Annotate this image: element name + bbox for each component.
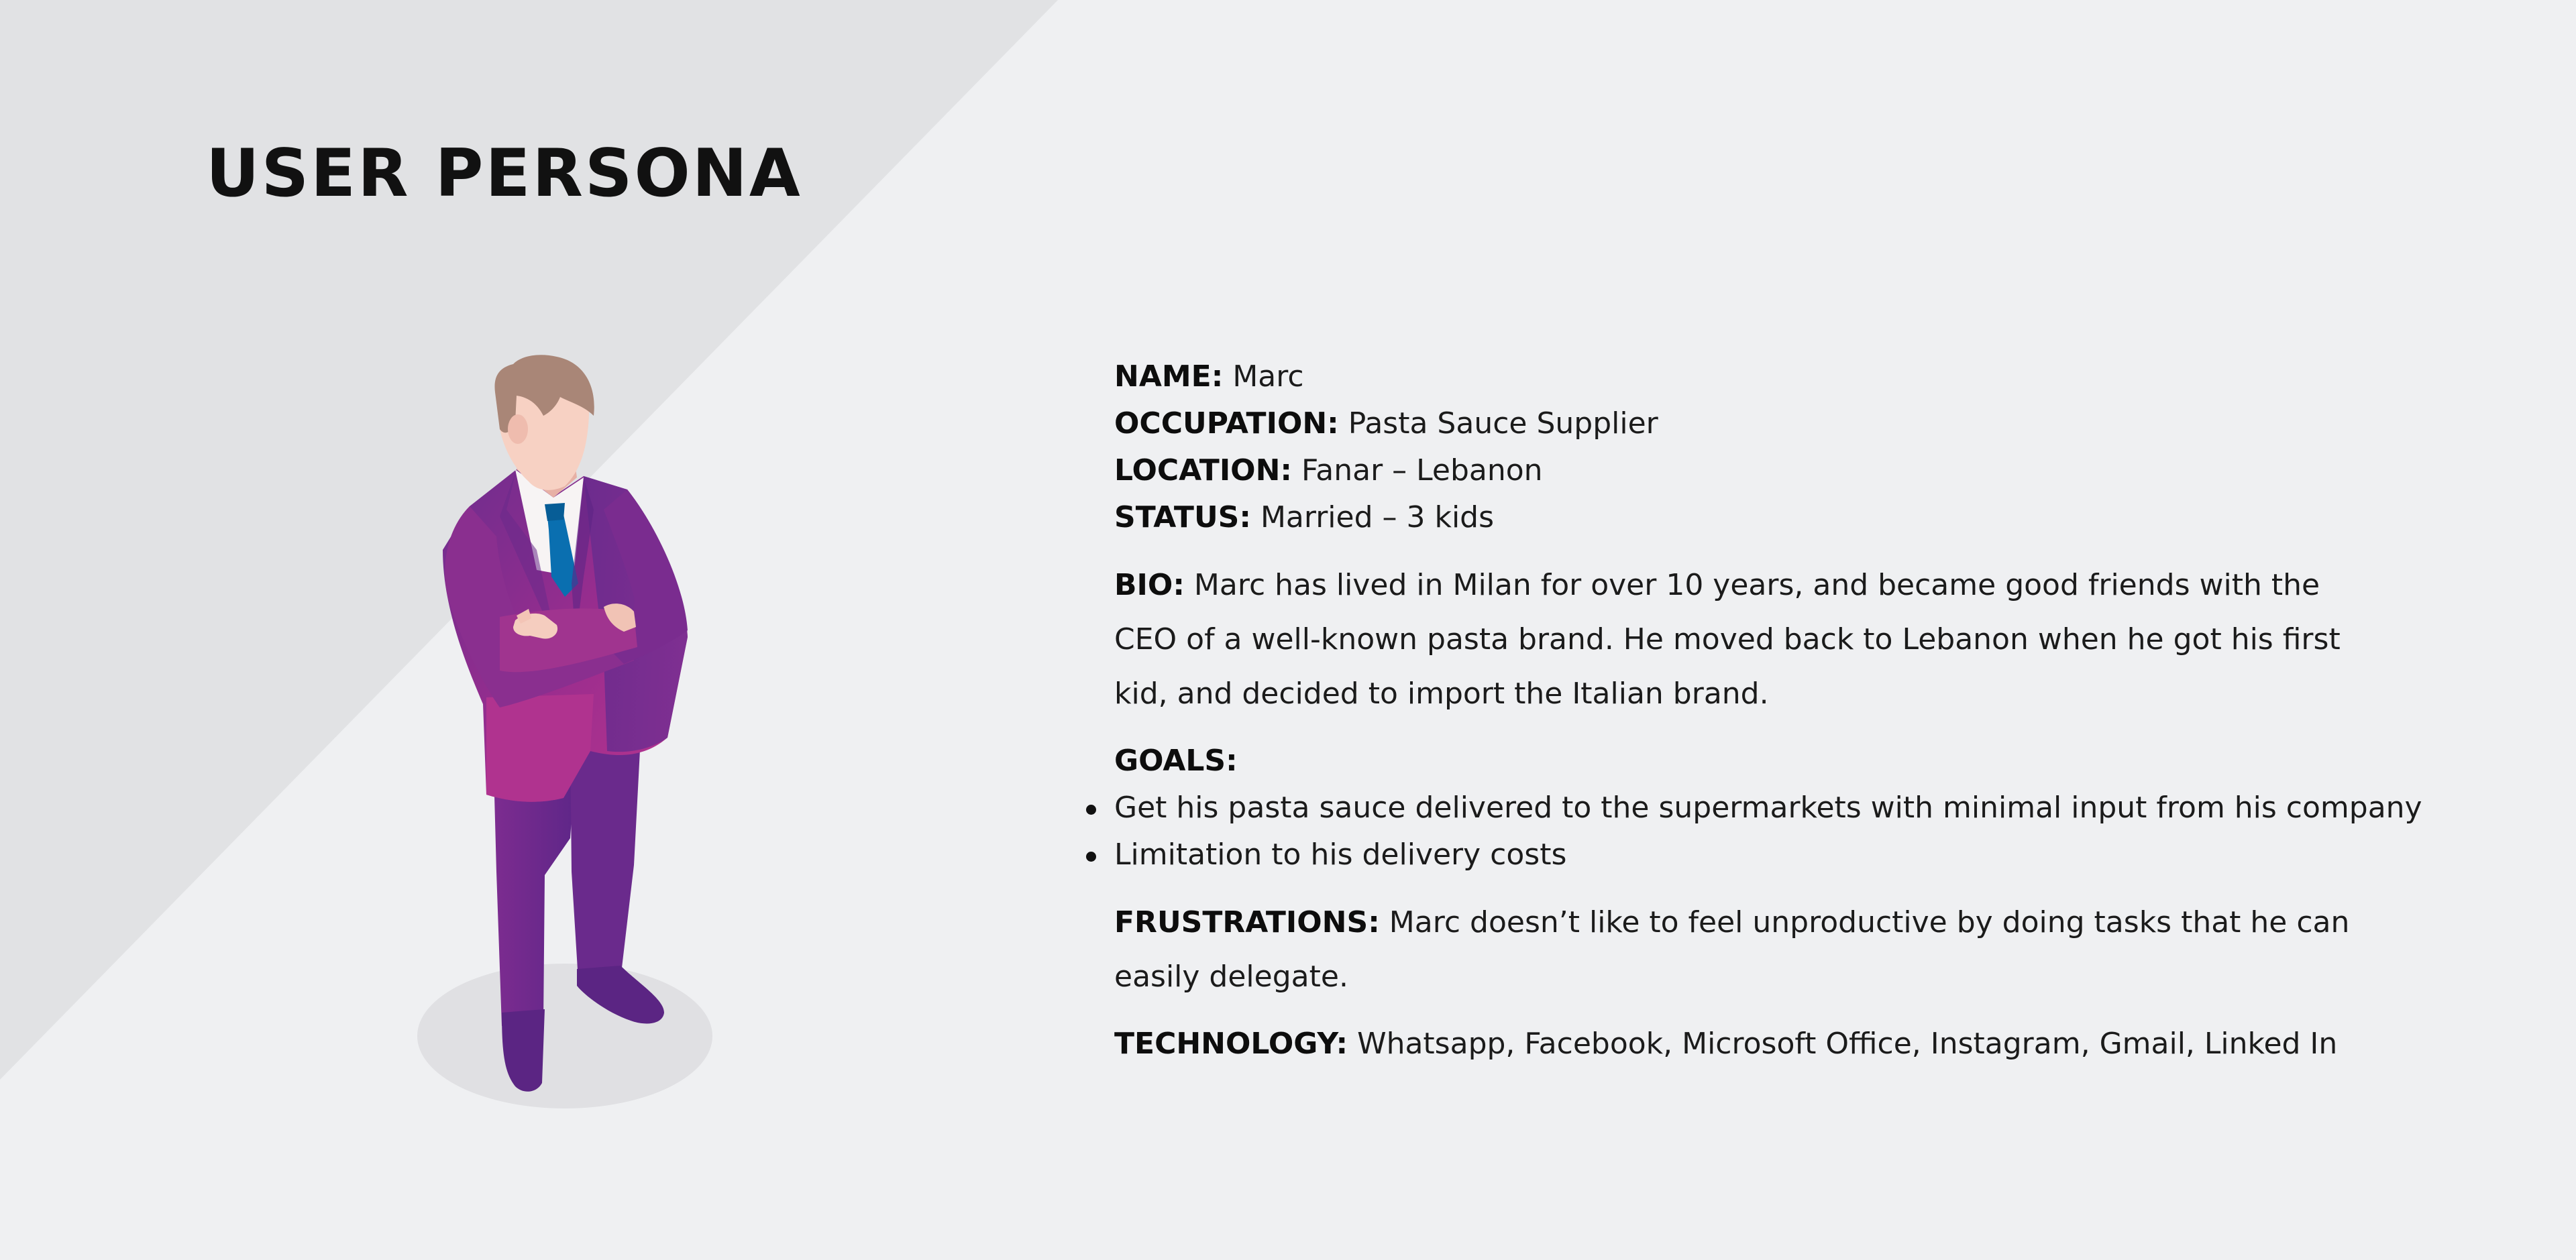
goals-heading-row <box>1114 738 2362 785</box>
technology-section <box>1114 1021 2362 1068</box>
status-value: Married – 3 kids <box>1260 500 1495 534</box>
location-row <box>1114 447 2362 494</box>
name-row <box>1114 353 2362 400</box>
goal-text: Get his pasta sauce delivered to the supermarkets with minimal input from his company <box>1114 791 2422 825</box>
persona-illustration <box>402 349 738 1127</box>
right-leg <box>570 738 641 980</box>
goal-text: Limitation to his delivery costs <box>1114 838 1567 872</box>
bio-label: BIO: <box>1114 568 1185 602</box>
goal-item <box>1114 832 2362 878</box>
bullet-icon <box>1086 852 1096 862</box>
goals-label: GOALS: <box>1114 744 1238 778</box>
ear <box>508 414 528 444</box>
technology-label: TECHNOLOGY: <box>1114 1027 1348 1061</box>
bullet-icon <box>1086 805 1096 815</box>
location-value: Fanar – Lebanon <box>1301 453 1543 488</box>
status-row <box>1114 494 2362 541</box>
frustrations-label: FRUSTRATIONS: <box>1114 905 1380 939</box>
bio-section <box>1114 558 2362 721</box>
technology-text: Whatsapp, Facebook, Microsoft Office, Instagram, Gmail, Linked In <box>1357 1027 2338 1061</box>
goals-list <box>1114 785 2422 878</box>
floor-shadow <box>417 964 712 1108</box>
occupation-value: Pasta Sauce Supplier <box>1348 406 1658 441</box>
frustrations-text: Marc doesn’t like to feel unproductive by doing tasks that he can easily delegate. <box>1114 905 2350 994</box>
page-title: USER PERSONA <box>206 135 802 212</box>
name-value: Marc <box>1232 359 1304 394</box>
status-label: STATUS: <box>1114 500 1251 534</box>
bio-text: Marc has lived in Milan for over 10 years, and became good friends with the CEO of a well-known pasta brand. He moved back to Lebanon when he got his first kid, and decided to import the Italian brand. <box>1114 568 2341 711</box>
name-label: NAME: <box>1114 359 1224 394</box>
goals-section <box>1114 738 2422 878</box>
location-label: LOCATION: <box>1114 453 1293 488</box>
tie-knot <box>545 503 565 521</box>
frustrations-section <box>1114 895 2362 1004</box>
occupation-label: OCCUPATION: <box>1114 406 1339 441</box>
occupation-row <box>1114 400 2362 447</box>
persona-details <box>1114 353 2422 1068</box>
goal-item <box>1114 785 2422 832</box>
